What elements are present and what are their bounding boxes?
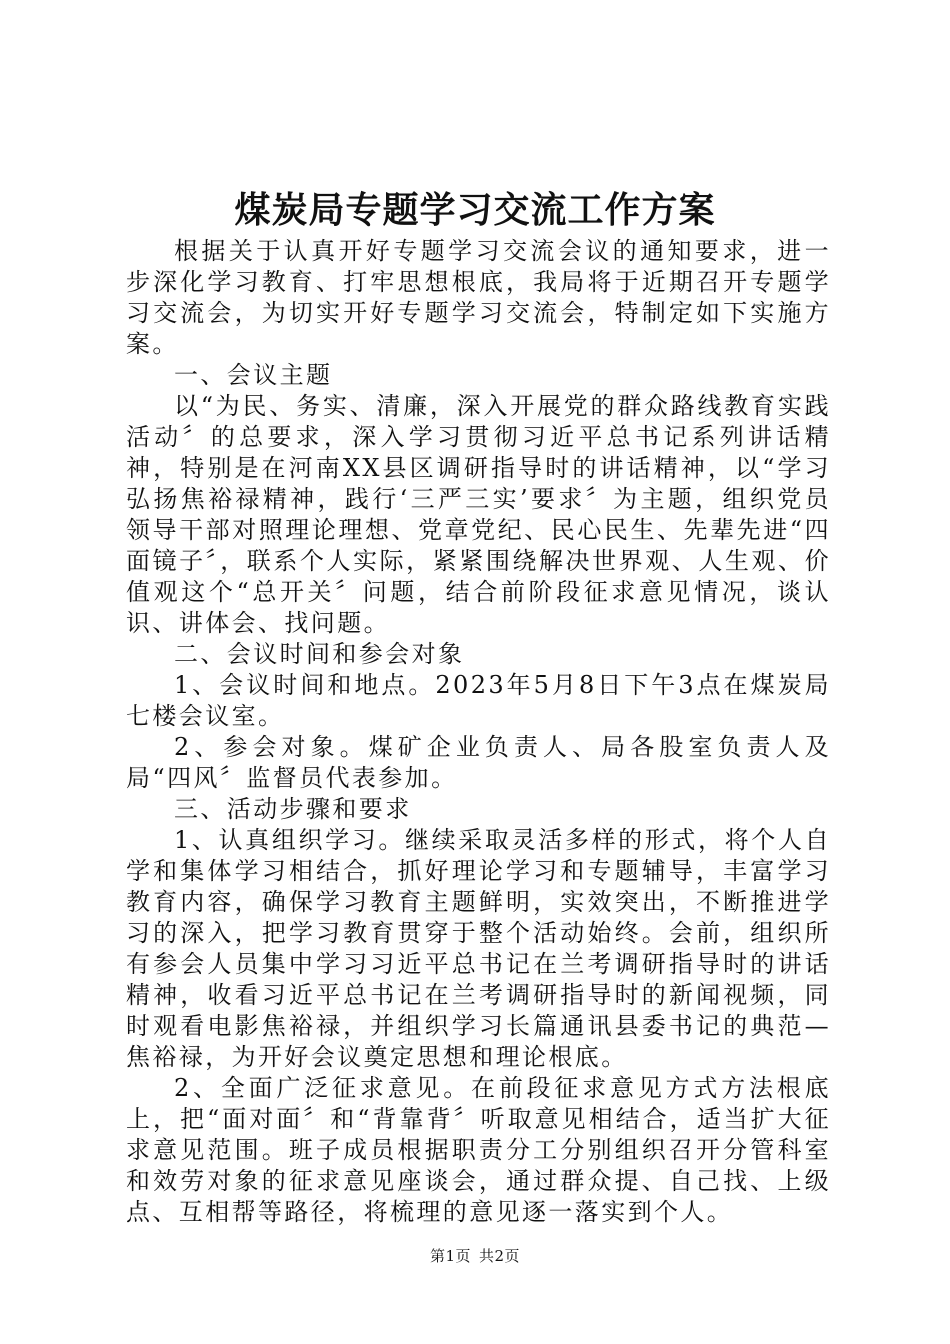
page-total: 共2页 [479,1247,521,1265]
paragraph-opinions: 2、全面广泛征求意见。在前段征求意见方式方法根底上，把“面对面〞和“背靠背〞听取意见相结合，适当扩大征求意见范围。班子成员根据职责分工分别组织召开分管科室和效劳对象的征求意见座谈会，通过群众提、自己找、上级点、互相帮等路径，将梳理的意见逐一落实到个人。 [126,1074,831,1226]
paragraph-time-place: 1、会议时间和地点。2023年5月8日下午3点在煤炭局七楼会议室。 [126,671,831,730]
document-body [126,236,831,1228]
page-footer [0,1246,950,1266]
paragraph-study: 1、认真组织学习。继续采取灵活多样的形式，将个人自学和集体学习相结合，抓好理论学习和专题辅导，丰富学习教育内容，确保学习教育主题鲜明，实效突出，不断推进学习的深入，把学习教育贯穿于整个活动始终。会前，组织所有参会人员集中学习习近平总书记在兰考调研指导时的讲话精神，收看习近平总书记在兰考调研指导时的新闻视频，同时观看电影焦裕禄，并组织学习长篇通讯县委书记的典范—焦裕禄，为开好会议奠定思想和理论根底。 [126,826,831,1071]
paragraph-intro: 根据关于认真开好专题学习交流会议的通知要求，进一步深化学习教育、打牢思想根底，我局将于近期召开专题学习交流会，为切实开好专题学习交流会，特制定如下实施方案。 [126,237,831,358]
section-heading-1: 一、会议主题 [174,361,333,389]
paragraph-theme: 以“为民、务实、清廉，深入开展党的群众路线教育实践活动〞的总要求，深入学习贯彻习近平总书记系列讲话精神，特别是在河南XX县区调研指导时的讲话精神，以“学习弘扬焦裕禄精神，践行‘三严三实’要求〞为主题，组织党员领导干部对照理论理想、党章党纪、民心民生、先辈先进“四面镜子〞，联系个人实际，紧紧围绕解决世界观、人生观、价值观这个“总开关〞问题，结合前阶段征求意见情况，谈认识、讲体会、找问题。 [126,392,831,637]
paragraph-attendees: 2、参会对象。煤矿企业负责人、局各股室负责人及局“四风〞监督员代表参加。 [126,733,831,792]
page-number: 第1页 [429,1247,471,1265]
section-heading-3: 三、活动步骤和要求 [174,795,412,823]
section-heading-2: 二、会议时间和参会对象 [174,640,465,668]
document-title: 煤炭局专题学习交流工作方案 [234,189,716,231]
